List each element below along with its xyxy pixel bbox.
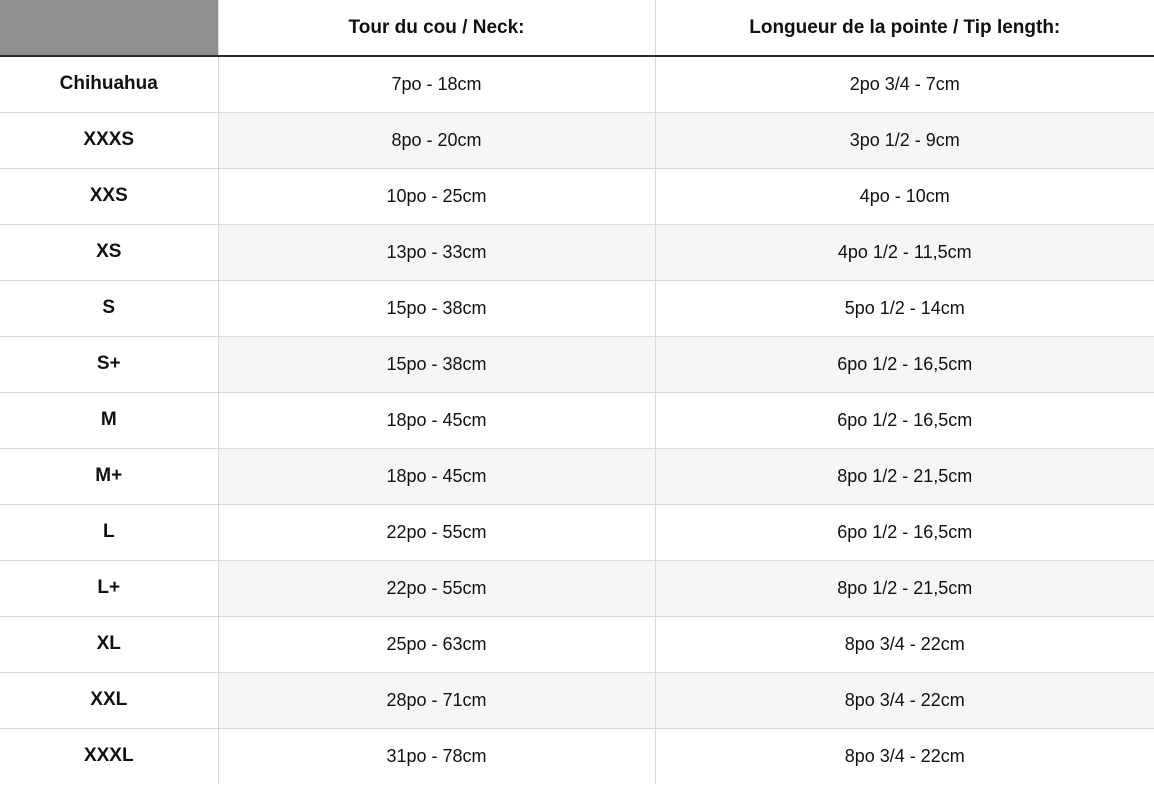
cell-neck: 31po - 78cm — [218, 728, 655, 784]
cell-tip: 4po - 10cm — [655, 168, 1154, 224]
cell-tip: 8po 3/4 - 22cm — [844, 745, 965, 766]
cell-tip: 8po 1/2 - 21,5cm — [655, 560, 1154, 616]
cell-neck: 22po - 55cm — [218, 504, 655, 560]
cell-neck: 22po - 55cm — [218, 560, 655, 616]
cell-size: L — [0, 504, 218, 560]
cell-size: XXXS — [0, 112, 218, 168]
cell-neck: 18po - 45cm — [218, 392, 655, 448]
cell-size: XXXL — [0, 728, 218, 784]
cell-size: S — [0, 280, 218, 336]
cell-size: XL — [0, 616, 218, 672]
table-row — [0, 392, 1154, 448]
table-row — [0, 112, 1154, 168]
cell-size: M+ — [0, 448, 218, 504]
cell-size: S+ — [0, 336, 218, 392]
table-row — [0, 280, 1154, 336]
cell-tip: 6po 1/2 - 16,5cm — [655, 336, 1154, 392]
table-row — [0, 504, 1154, 560]
cell-tip: 8po 1/2 - 21,5cm — [655, 448, 1154, 504]
table-row — [0, 616, 1154, 672]
cell-tip: 2po 3/4 - 7cm — [655, 56, 1154, 112]
table-row — [0, 56, 1154, 112]
table-body — [0, 56, 1154, 784]
table-row — [0, 168, 1154, 224]
table-row — [0, 672, 1154, 728]
table-row — [0, 560, 1154, 616]
table-row — [0, 224, 1154, 280]
cell-tip: 3po 1/2 - 9cm — [655, 112, 1154, 168]
cell-neck: 8po - 20cm — [218, 112, 655, 168]
table-row — [0, 336, 1154, 392]
cell-neck: 15po - 38cm — [218, 336, 655, 392]
header-row — [0, 0, 1154, 56]
cell-size: Chihuahua — [0, 56, 218, 112]
cell-neck: 15po - 38cm — [218, 280, 655, 336]
cell-tip: 4po 1/2 - 11,5cm — [655, 224, 1154, 280]
cell-neck: 25po - 63cm — [218, 616, 655, 672]
cell-neck: 13po - 33cm — [218, 224, 655, 280]
cell-tip: 6po 1/2 - 16,5cm — [655, 504, 1154, 560]
header-tip: Longueur de la pointe / Tip length: — [655, 0, 1154, 56]
table-header — [0, 0, 1154, 56]
cell-neck: 18po - 45cm — [218, 448, 655, 504]
cell-size: XXL — [0, 672, 218, 728]
cell-neck: 7po - 18cm — [218, 56, 655, 112]
cell-tip: 5po 1/2 - 14cm — [655, 280, 1154, 336]
cell-size: XS — [0, 224, 218, 280]
cell-size: L+ — [0, 560, 218, 616]
header-corner-cell — [0, 0, 218, 56]
header-neck: Tour du cou / Neck: — [218, 0, 655, 56]
cell-tip: 8po 3/4 - 22cm — [655, 616, 1154, 672]
cell-neck: 10po - 25cm — [218, 168, 655, 224]
cell-size: M — [0, 392, 218, 448]
cell-tip: 8po 3/4 - 22cm — [655, 672, 1154, 728]
cell-neck: 28po - 71cm — [218, 672, 655, 728]
cell-tip: 6po 1/2 - 16,5cm — [655, 392, 1154, 448]
cell-size: XXS — [0, 168, 218, 224]
table-row — [0, 448, 1154, 504]
table-row — [0, 728, 1154, 784]
